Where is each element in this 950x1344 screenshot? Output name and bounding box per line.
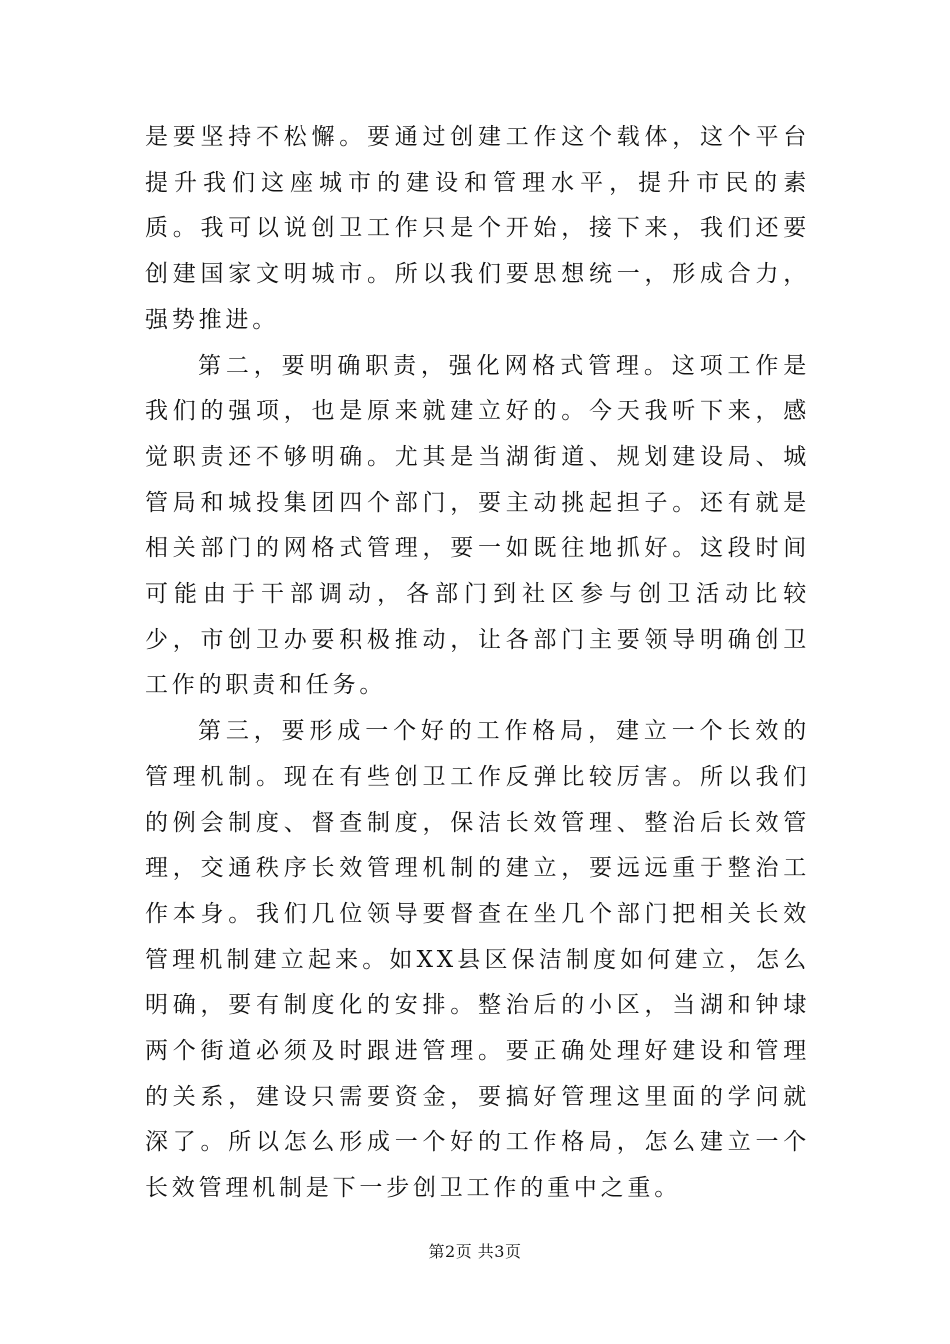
document-body [145, 115, 810, 1212]
paragraph-3: 第三，要形成一个好的工作格局，建立一个长效的管理机制。现在有些创卫工作反弹比较厉害。所以我们的例会制度、督查制度，保洁长效管理、整治后长效管理，交通秩序长效管理机制的建立，要远远重于整治工作本身。我们几位领导要督查在坐几个部门把相关长效管理机制建立起来。如XX县区保洁制度如何建立，怎么明确，要有制度化的安排。整治后的小区，当湖和钟埭两个街道必须及时跟进管理。要正确处理好建设和管理的关系，建设只需要资金，要搞好管理这里面的学问就深了。所以怎么形成一个好的工作格局，怎么建立一个长效管理机制是下一步创卫工作的重中之重。 [145, 718, 810, 1202]
paragraph-2: 第二，要明确职责，强化网格式管理。这项工作是我们的强项，也是原来就建立好的。今天我听下来，感觉职责还不够明确。尤其是当湖街道、规划建设局、城管局和城投集团四个部门，要主动挑起担子。还有就是相关部门的网格式管理，要一如既往地抓好。这段时间可能由于干部调动，各部门到社区参与创卫活动比较少，市创卫办要积极推动，让各部门主要领导明确创卫工作的职责和任务。 [145, 352, 810, 699]
paragraph-1: 是要坚持不松懈。要通过创建工作这个载体，这个平台提升我们这座城市的建设和管理水平，提升市民的素质。我可以说创卫工作只是个开始，接下来，我们还要创建国家文明城市。所以我们要思想统一，形成合力，强势推进。 [145, 124, 810, 333]
page-number-footer: 第2页 共3页 [428, 1242, 522, 1261]
